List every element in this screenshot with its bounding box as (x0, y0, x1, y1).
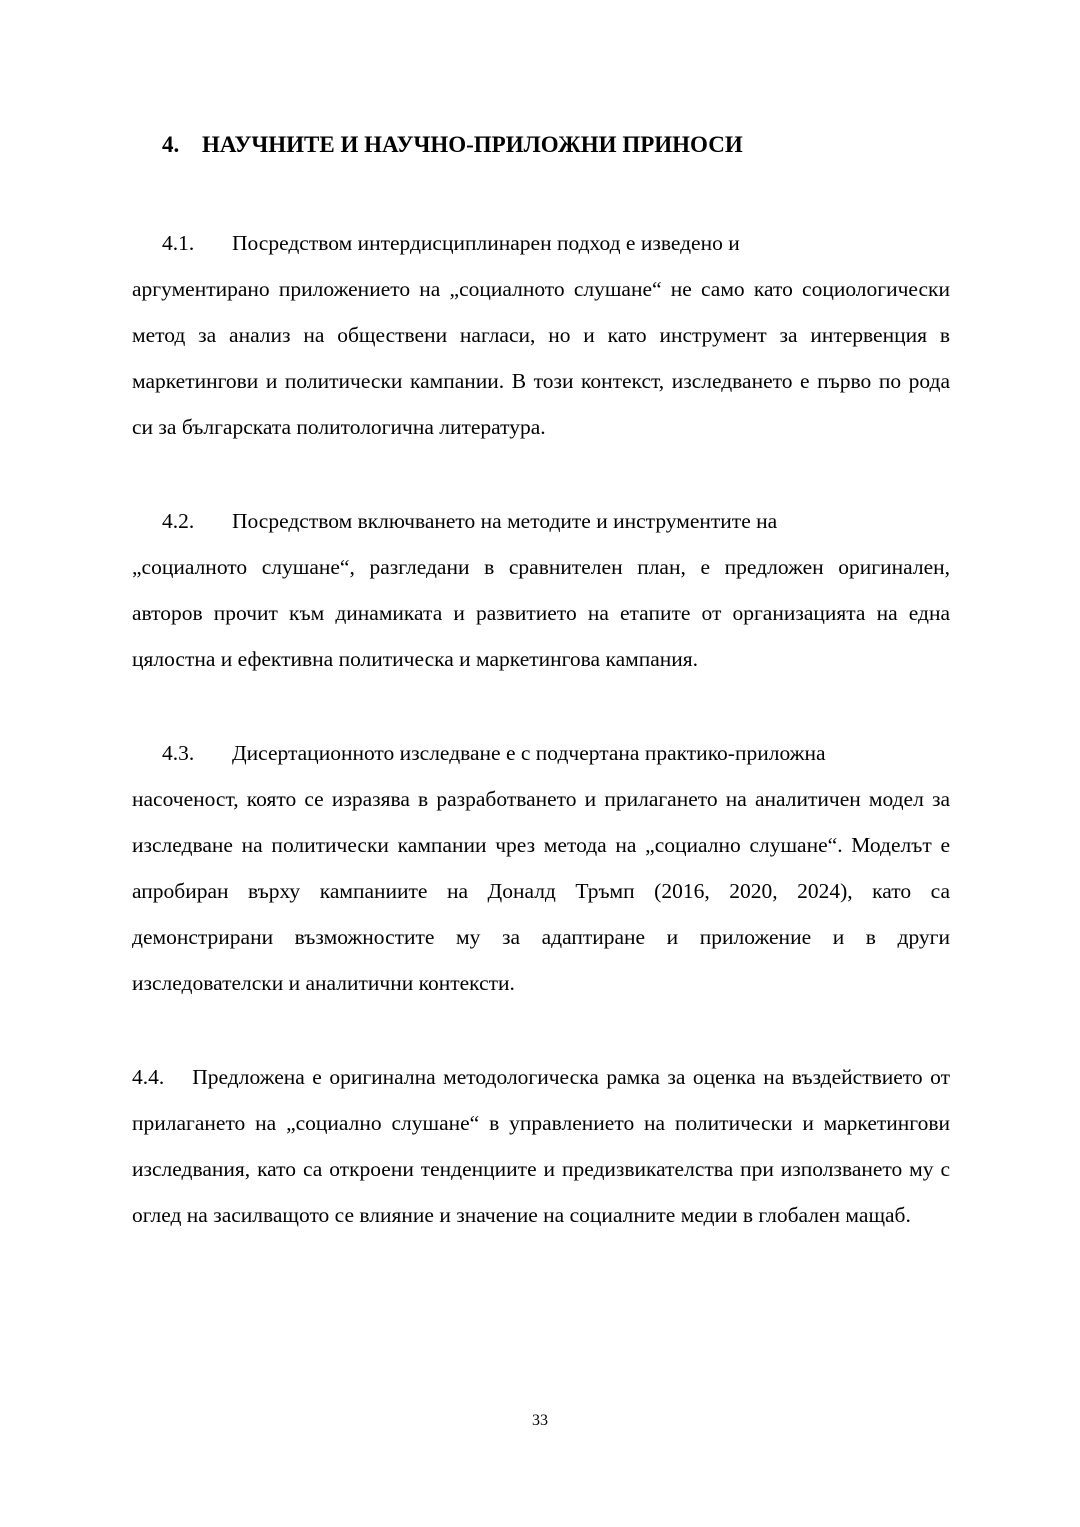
section-4-1 (132, 220, 950, 450)
page-number: 33 (532, 1412, 548, 1429)
section-4-2-body: „социалното слушане“, разгледани в сравнителен план, е предложен оригинален, авторов прочит към динамиката и развитието на етапите от организацията на една цялостна и ефективна политическа и маркетингова кампания. (132, 555, 950, 671)
section-4-2-number: 4.2. (162, 509, 195, 533)
section-4-2-lead-line (162, 498, 950, 544)
section-4-2-lead-text: Посредством включването на методите и инструментите на (232, 509, 778, 533)
chapter-number: 4. (162, 132, 180, 157)
section-4-1-number: 4.1. (162, 231, 195, 255)
section-4-3-lead-text: Дисертационното изследване е с подчертана практико-приложна (232, 741, 826, 765)
section-4-4-body-text: Предложена е оригинална методологическа рамка за оценка на въздействието от прилагането на „социално слушане“ в управлението на политически и маркетингови изследвания, като са откроени тенденциите и предизвикателства при използването му с оглед на засилващото се влияние и значение на социалните медии в глобален мащаб. (132, 1065, 950, 1227)
section-4-3-body: насоченост, която се изразява в разработването и прилагането на аналитичен модел за изследване на политически кампании чрез метода на „социално слушане“. Моделът е апробиран върху кампаниите на Доналд Тръмп (2016, 2020, 2024), като са демонстрирани възможностите му за адаптиране и приложение и в други изследователски и аналитични контексти. (132, 787, 950, 995)
chapter-heading (162, 130, 950, 160)
section-4-4 (132, 1054, 950, 1238)
section-4-1-lead-line (162, 220, 950, 266)
section-4-3-number: 4.3. (162, 741, 195, 765)
chapter-heading-text: НАУЧНИТЕ И НАУЧНО-ПРИЛОЖНИ ПРИНОСИ (202, 132, 743, 157)
section-4-4-number: 4.4. (132, 1065, 165, 1089)
section-4-1-body: аргументирано приложението на „социалното слушане“ не само като социологически метод за анализ на обществени нагласи, но и като инструмент за интервенция в маркетингови и политически кампании. В този контекст, изследването е първо по рода си за българската политологична литература. (132, 277, 950, 439)
section-4-4-paragraph (132, 1054, 950, 1238)
section-4-3-lead-line (162, 730, 950, 776)
section-4-2 (132, 498, 950, 682)
section-4-3 (132, 730, 950, 1006)
section-4-1-lead-text: Посредством интердисциплинарен подход е изведено и (232, 231, 740, 255)
